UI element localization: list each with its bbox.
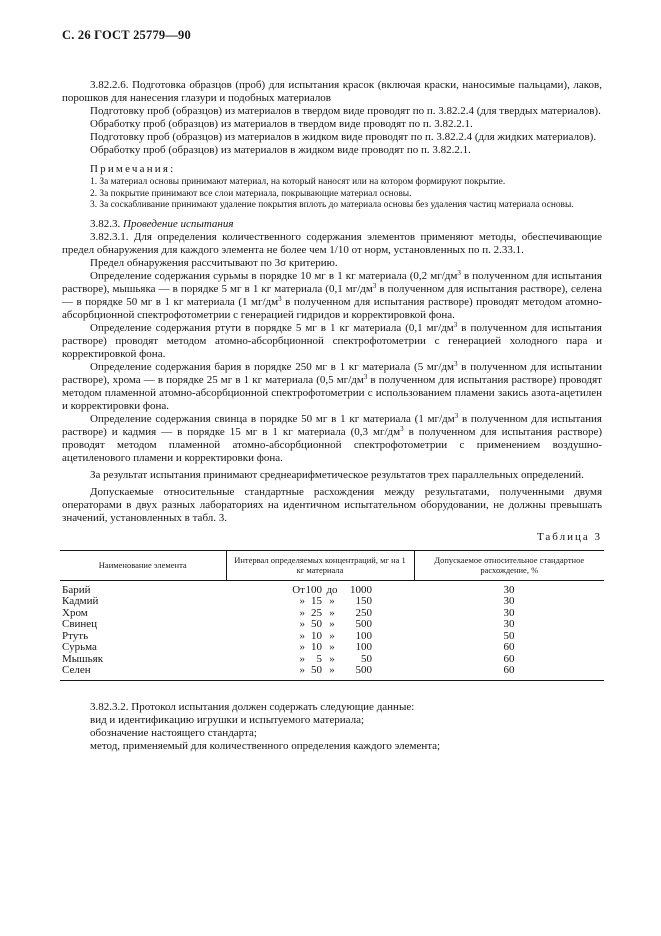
table-header: Наименование элемента (60, 550, 226, 580)
element-name: Свинец (62, 618, 98, 630)
allowed-deviation: 30 (503, 595, 515, 607)
paragraph-mercury: Определение содержания ртути в порядке 5 мг в 1 кг материала (0,1 $мг/дм^3$ в полученном для испытания растворе) проводят методом атомно-абсорбционной спектрофотометрии с генерацией холодного пара и корректировкой фона. (62, 320, 602, 360)
note-item: 1. За материал основы принимают материал, на который наносят или на котором формируют покрытие. (90, 177, 506, 187)
concentration-range: » 10 » 100 (299, 629, 372, 642)
table-caption: Таблица 3 (536, 530, 602, 543)
element-name: Хром (62, 606, 88, 619)
paragraph: 3.82.2.6. Подготовка образцов (проб) для испытания красок (включая краски, наносимые пальцами), лаков, порошков для нанесения глазури и подобных материалов (62, 79, 602, 104)
note-item: 2. За покрытие принимают все слои материала, покрывающие материал основы. (90, 188, 412, 199)
table-3 (60, 550, 604, 681)
paragraph: Подготовку проб (образцов) из материалов в жидком виде проводят по п. 3.82.2.4 (для жидких материалов). (90, 131, 597, 143)
element-name: Барий (62, 583, 91, 596)
paragraph: Обработку проб (образцов) из материалов в твердом виде проводят по п. 3.82.2.1. (90, 118, 473, 130)
element-name: Кадмий (62, 595, 99, 607)
concentration-range: От100 до 1000 (292, 583, 372, 596)
paragraph: Предел обнаружения рассчитывают по 3σ критерию. (90, 256, 338, 269)
concentration-range: » 5 » 50 (299, 652, 372, 665)
notes-block (62, 177, 602, 212)
element-name: Сурьма (62, 641, 97, 653)
allowed-deviation: 30 (503, 618, 515, 630)
paragraph: Обработку проб (образцов) из материалов в жидком виде проводят по п. 3.82.2.1. (90, 144, 471, 156)
paragraph: вид и идентификацию игрушки и испытуемого материала; (90, 713, 365, 726)
paragraph: 3.82.3.1. Для определения количественного содержания элементов применяют методы, обеспечивающие предел обнаружения для каждого элемента не более чем 1/10 от норм, установленных по п. 2.33.1. (62, 230, 602, 256)
concentration-range: » 15 » 150 (299, 595, 372, 607)
table-header: Допускаемое относительное стандартное расхождение, % (414, 550, 604, 580)
note-item: 3. За соскабливание принимают удаление покрытия вплоть до материала основы без удаления частиц материала основы. (90, 200, 574, 210)
table-row (60, 642, 604, 654)
section-number: 3.82.3. (90, 217, 121, 230)
concentration-range: » 25 » 250 (299, 606, 372, 619)
paragraph-barium: Определение содержания бария в порядке 250 мг в 1 кг материала (5 $мг/дм^3$ в полученном для испытании растворе), хрома — в порядке 25 мг в 1 кг материала (0,5 $мг/дм^3$ в полученном для испытания растворе) проводят методом пламенной атомно-абсорбционной спектрофотометрии с использованием пламени закись азота-ацетилен и корректировки фона. (62, 359, 603, 412)
element-name: Селен (60, 665, 226, 680)
allowed-deviation: 30 (503, 583, 515, 596)
table-row (60, 596, 604, 608)
element-name: Мышьяк (62, 652, 104, 665)
paragraph: метод, применяемый для количественного определения каждого элемента; (90, 739, 441, 752)
paragraph-lead: Определение содержания свинца в порядке 50 мг в 1 кг материала (1 $мг/дм^3$ в полученном для испытания растворе) и кадмия — в порядке 15 мг в 1 кг материала (0,3 $мг/дм^3$ в полученном для испытания растворе) проводят методом пламенной атомно-абсорбционной спектрофотометрии с применением воздушно-ацетиленового пламени и корректировки фона. (62, 411, 603, 464)
allowed-deviation: 30 (503, 606, 515, 619)
table-row (60, 580, 604, 596)
concentration-range: » 50 » 500 (299, 618, 372, 630)
concentration-range: » 50 » 500 (226, 665, 414, 680)
allowed-deviation: 50 (503, 629, 515, 642)
paragraph: 3.82.3.2. Протокол испытания должен содержать следующие данные: (90, 700, 415, 713)
paragraph: Допускаемые относительные стандартные расхождения между результатами, полученными двумя операторами в двух разных лабораториях на идентичном испытательном оборудовании, не должны превышать значений, установленных в табл. 3. (62, 485, 602, 524)
element-name: Ртуть (62, 629, 89, 642)
concentration-range: » 10 » 100 (299, 641, 372, 653)
paragraph: обозначение настоящего стандарта; (90, 726, 257, 739)
paragraph: Подготовку проб (образцов) из материалов в твердом виде проводят по п. 3.82.2.4 (для твердых материалов). (90, 105, 601, 117)
paragraph-antimony: Определение содержания сурьмы в порядке 10 мг в 1 кг материала (0,2 $мг/дм^3$ в полученном для испытания растворе), мышьяка — в порядке 5 мг в 1 кг материала (0,1 $мг/дм^3$ в полученном для испытания растворе), селена — в порядке 50 мг в 1 кг материала (1 $мг/дм^3$ в полученном для испытания растворе) проводят методом атомно-абсорбционной спектрофотометрии с генерацией гидридов и корректировкой фона. (62, 268, 602, 321)
table-header: Интервал определяемых концентраций, мг на 1 кг материала (226, 550, 414, 580)
table-row (60, 619, 604, 631)
page-header: С. 26 ГОСТ 25779—90 (62, 28, 191, 42)
allowed-deviation: 60 (503, 641, 515, 653)
allowed-deviation: 60 (414, 665, 604, 680)
paragraph: За результат испытания принимают среднеарифметическое результатов трех параллельных определений. (90, 468, 584, 481)
table-row (60, 665, 604, 680)
section-title: Проведение испытания (123, 217, 234, 230)
allowed-deviation: 60 (503, 652, 515, 665)
page-content (62, 79, 602, 753)
notes-title: Примечания: (90, 163, 176, 175)
section-heading (62, 218, 602, 231)
